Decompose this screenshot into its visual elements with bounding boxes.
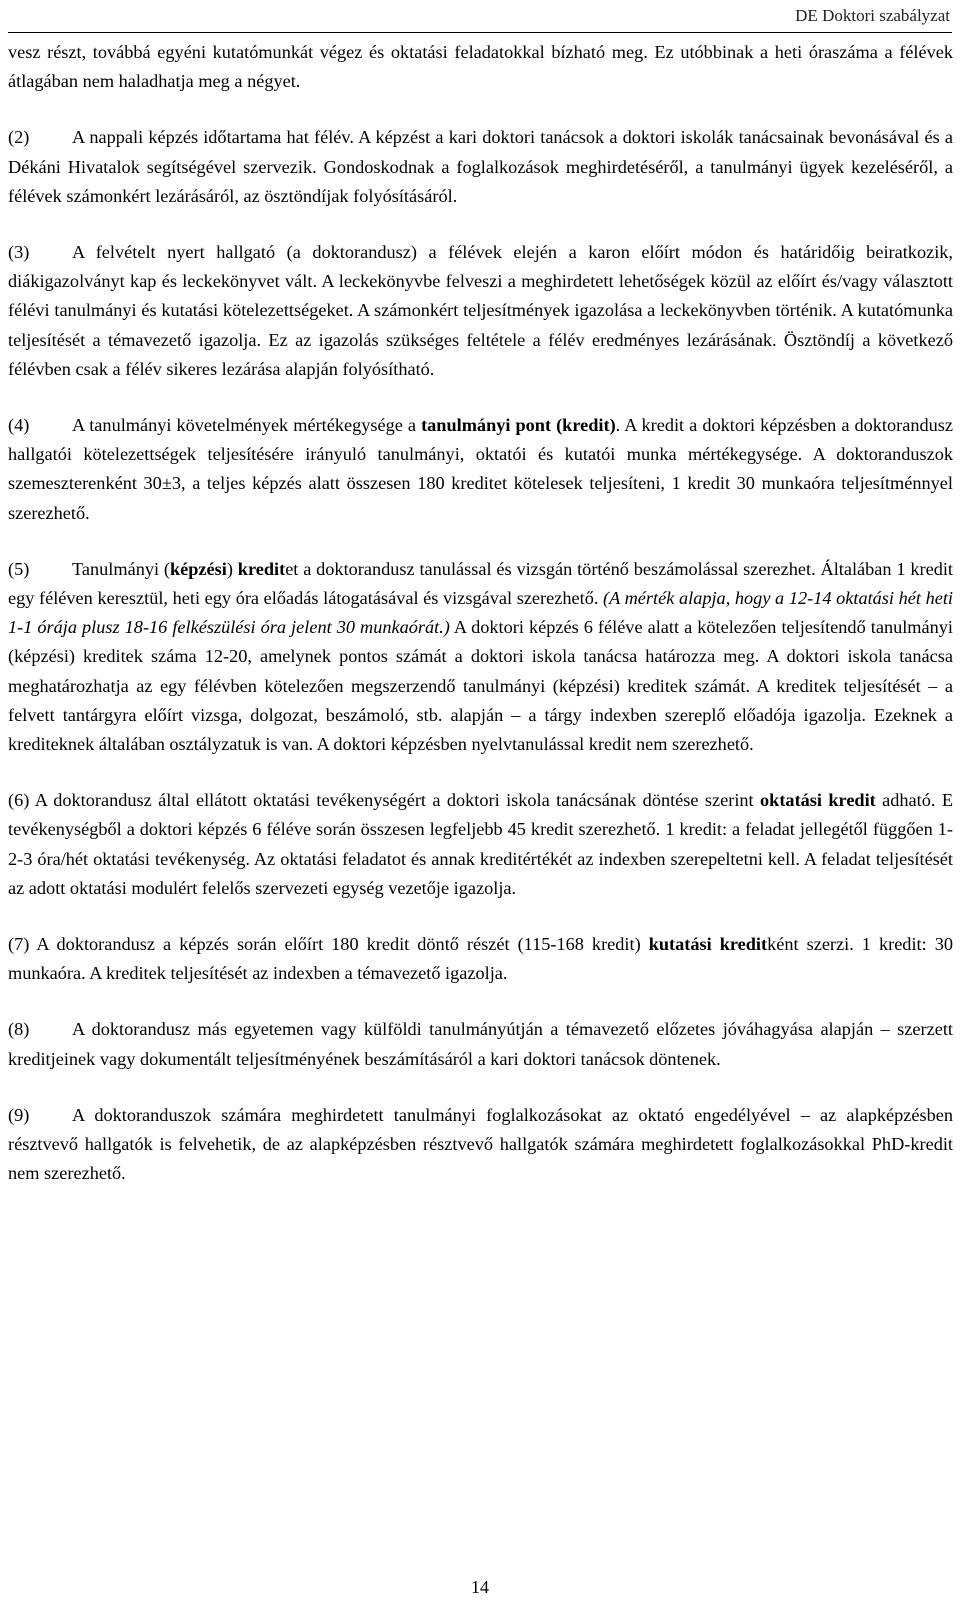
page-number: 14 [471,1577,489,1597]
paragraph [8,38,953,96]
page-header [0,0,960,34]
bold-term: oktatási kredit [760,790,876,811]
italic-note: (A mérték alapja, hogy a 12-14 oktatási hét heti 1-1 órája plusz 18-16 felkészülési óra jelent 30 munkaórát.) [8,588,954,638]
paragraph [8,1101,953,1189]
paragraph-text: (6) A doktorandusz által ellátott oktatási tevékenységért a doktori iskola tanácsának döntése szerint [8,790,761,811]
paragraph-number: (3) [8,242,30,263]
paragraph-text: et a doktorandusz tanulással és vizsgán történő beszámolással szerezhet. Általában 1 kredit egy féléven keresztül, heti egy óra előadás látogatásával és vizsgával szerezhető. [8,558,954,609]
paragraph-text: A doktorandusz más egyetemen vagy külföldi tanulmányútján a témavezető előzetes jóváhagyása alapján – szerzett kreditjeinek vagy dokumentált teljesítményének beszámításáról a kari doktori tanácsok döntenek. [8,1019,953,1069]
bold-term: kutatási kredit [648,934,768,955]
paragraph-text: A doktoranduszok számára meghirdetett tanulmányi foglalkozásokat az oktató engedélyével – az alapképzésben résztvevő hallgatók is felvehetik, de az alapképzésben résztvevő hallgatók számára meghirdetett foglalkozásokkal PhD-kredit nem szerezhető. [8,1104,953,1184]
paragraph [8,1015,953,1073]
paragraph-number: (4) [8,415,30,436]
paragraph-number: (9) [8,1104,30,1125]
paragraph [8,930,953,988]
paragraph [8,786,953,903]
paragraph-text: A doktori képzés 6 féléve alatt a kötelezően teljesítendő tanulmányi (képzési) kreditek száma 12-20, amelynek pontos számát a doktori iskola tanácsa határozza meg. A doktori iskola tanácsa meghatározhatja az egy félévben kötelezően megszerzendő tanulmányi (képzési) kreditek számát. A kreditek teljesítését – a felvett tantárgyra előírt vizsga, dolgozat, beszámoló, stb. alapján – a tárgy indexben szereplő előadója igazolja. Ezeknek a krediteknek általában osztályzatuk is van. A doktori képzésben nyelvtanulással kredit nem szerezhető. [8,617,953,755]
paragraph-number: (5) [8,558,30,579]
paragraph-text: A nappali képzés időtartama hat félév. A képzést a kari doktori tanácsok a doktori iskolák tanácsainak bevonásával és a Dékáni Hivatalok segítségével szervezik. Gondoskodnak a foglalkozások meghirdetéséről, a tanulmányi ügyek kezeléséről, a félévek számonkért lezárásáról, az ösztöndíjak folyósításáról. [8,127,953,206]
paragraph-text: (7) A doktorandusz a képzés során előírt 180 kredit döntő részét (115-168 kredit) [8,934,649,955]
paragraph-text: A felvételt nyert hallgató (a doktorandusz) a félévek elején a karon előírt módon és határidőig beiratkozik, diákigazolványt kap és leckekönyvet vált. A leckekönyvbe felveszi a meghirdetett lehetőségek közül az előírt és/vagy választott félévi tanulmányi és kutatási kötelezettségeket. A számonkért teljesítmények igazolása a leckekönyvben történik. A kutatómunka teljesítését a témavezető igazolja. Ez az igazolás szükséges feltétele a félév eredményes lezárásának. Ösztöndíj a következő félévben csak a félév sikeres lezárása alapján folyósítható. [8,242,953,379]
paragraph-text: ként szerzi. 1 kredit: 30 munkaóra. A kreditek teljesítését az indexben a témavezető igazolja. [8,934,953,984]
bold-term: tanulmányi pont (kredit) [421,415,616,436]
paragraph-text: ) [226,558,238,579]
paragraph-number: (2) [8,127,30,148]
paragraph [8,123,953,211]
bold-term: kredit [237,558,286,579]
paragraph-text: . A kredit a doktori képzésben a doktorandusz hallgatói kötelezettségek teljesítésére irányuló tanulmányi, oktatói és kutatói munka mértékegysége. A doktoranduszok szemeszterenként 30±3, a teljes képzés alatt összesen 180 kreditet kötelesek teljesíteni, 1 kredit 30 munkaóra teljesítménnyel szerezhető. [8,415,953,523]
paragraph-text: A tanulmányi követelmények mértékegysége a [72,415,422,436]
header-title: DE Doktori szabályzat [795,6,950,25]
paragraph [8,238,953,384]
paragraph [8,411,953,528]
bold-term: képzési [169,558,227,579]
paragraph-text: Tanulmányi ( [72,558,170,579]
paragraph-text: adható. E tevékenységből a doktori képzés 6 féléve során összesen legfeljebb 45 kredit szerezhető. 1 kredit: a feladat jellegétől függően 1-2-3 óra/hét oktatási tevékenység. Az oktatási feladatot és annak kreditértékét az indexben szerepeltetni kell. A feladat teljesítését az adott oktatási modulért felelős szervezeti egység vezetője igazolja. [8,790,954,898]
header-rule [8,32,952,33]
document-body [8,38,953,1216]
paragraph-text: vesz részt, továbbá egyéni kutatómunkát végez és oktatási feladatokkal bízható meg. Ez utóbbinak a heti óraszáma a félévek átlagában nem haladhatja meg a négyet. [8,42,953,92]
paragraph-number: (8) [8,1019,30,1040]
paragraph [8,555,953,759]
